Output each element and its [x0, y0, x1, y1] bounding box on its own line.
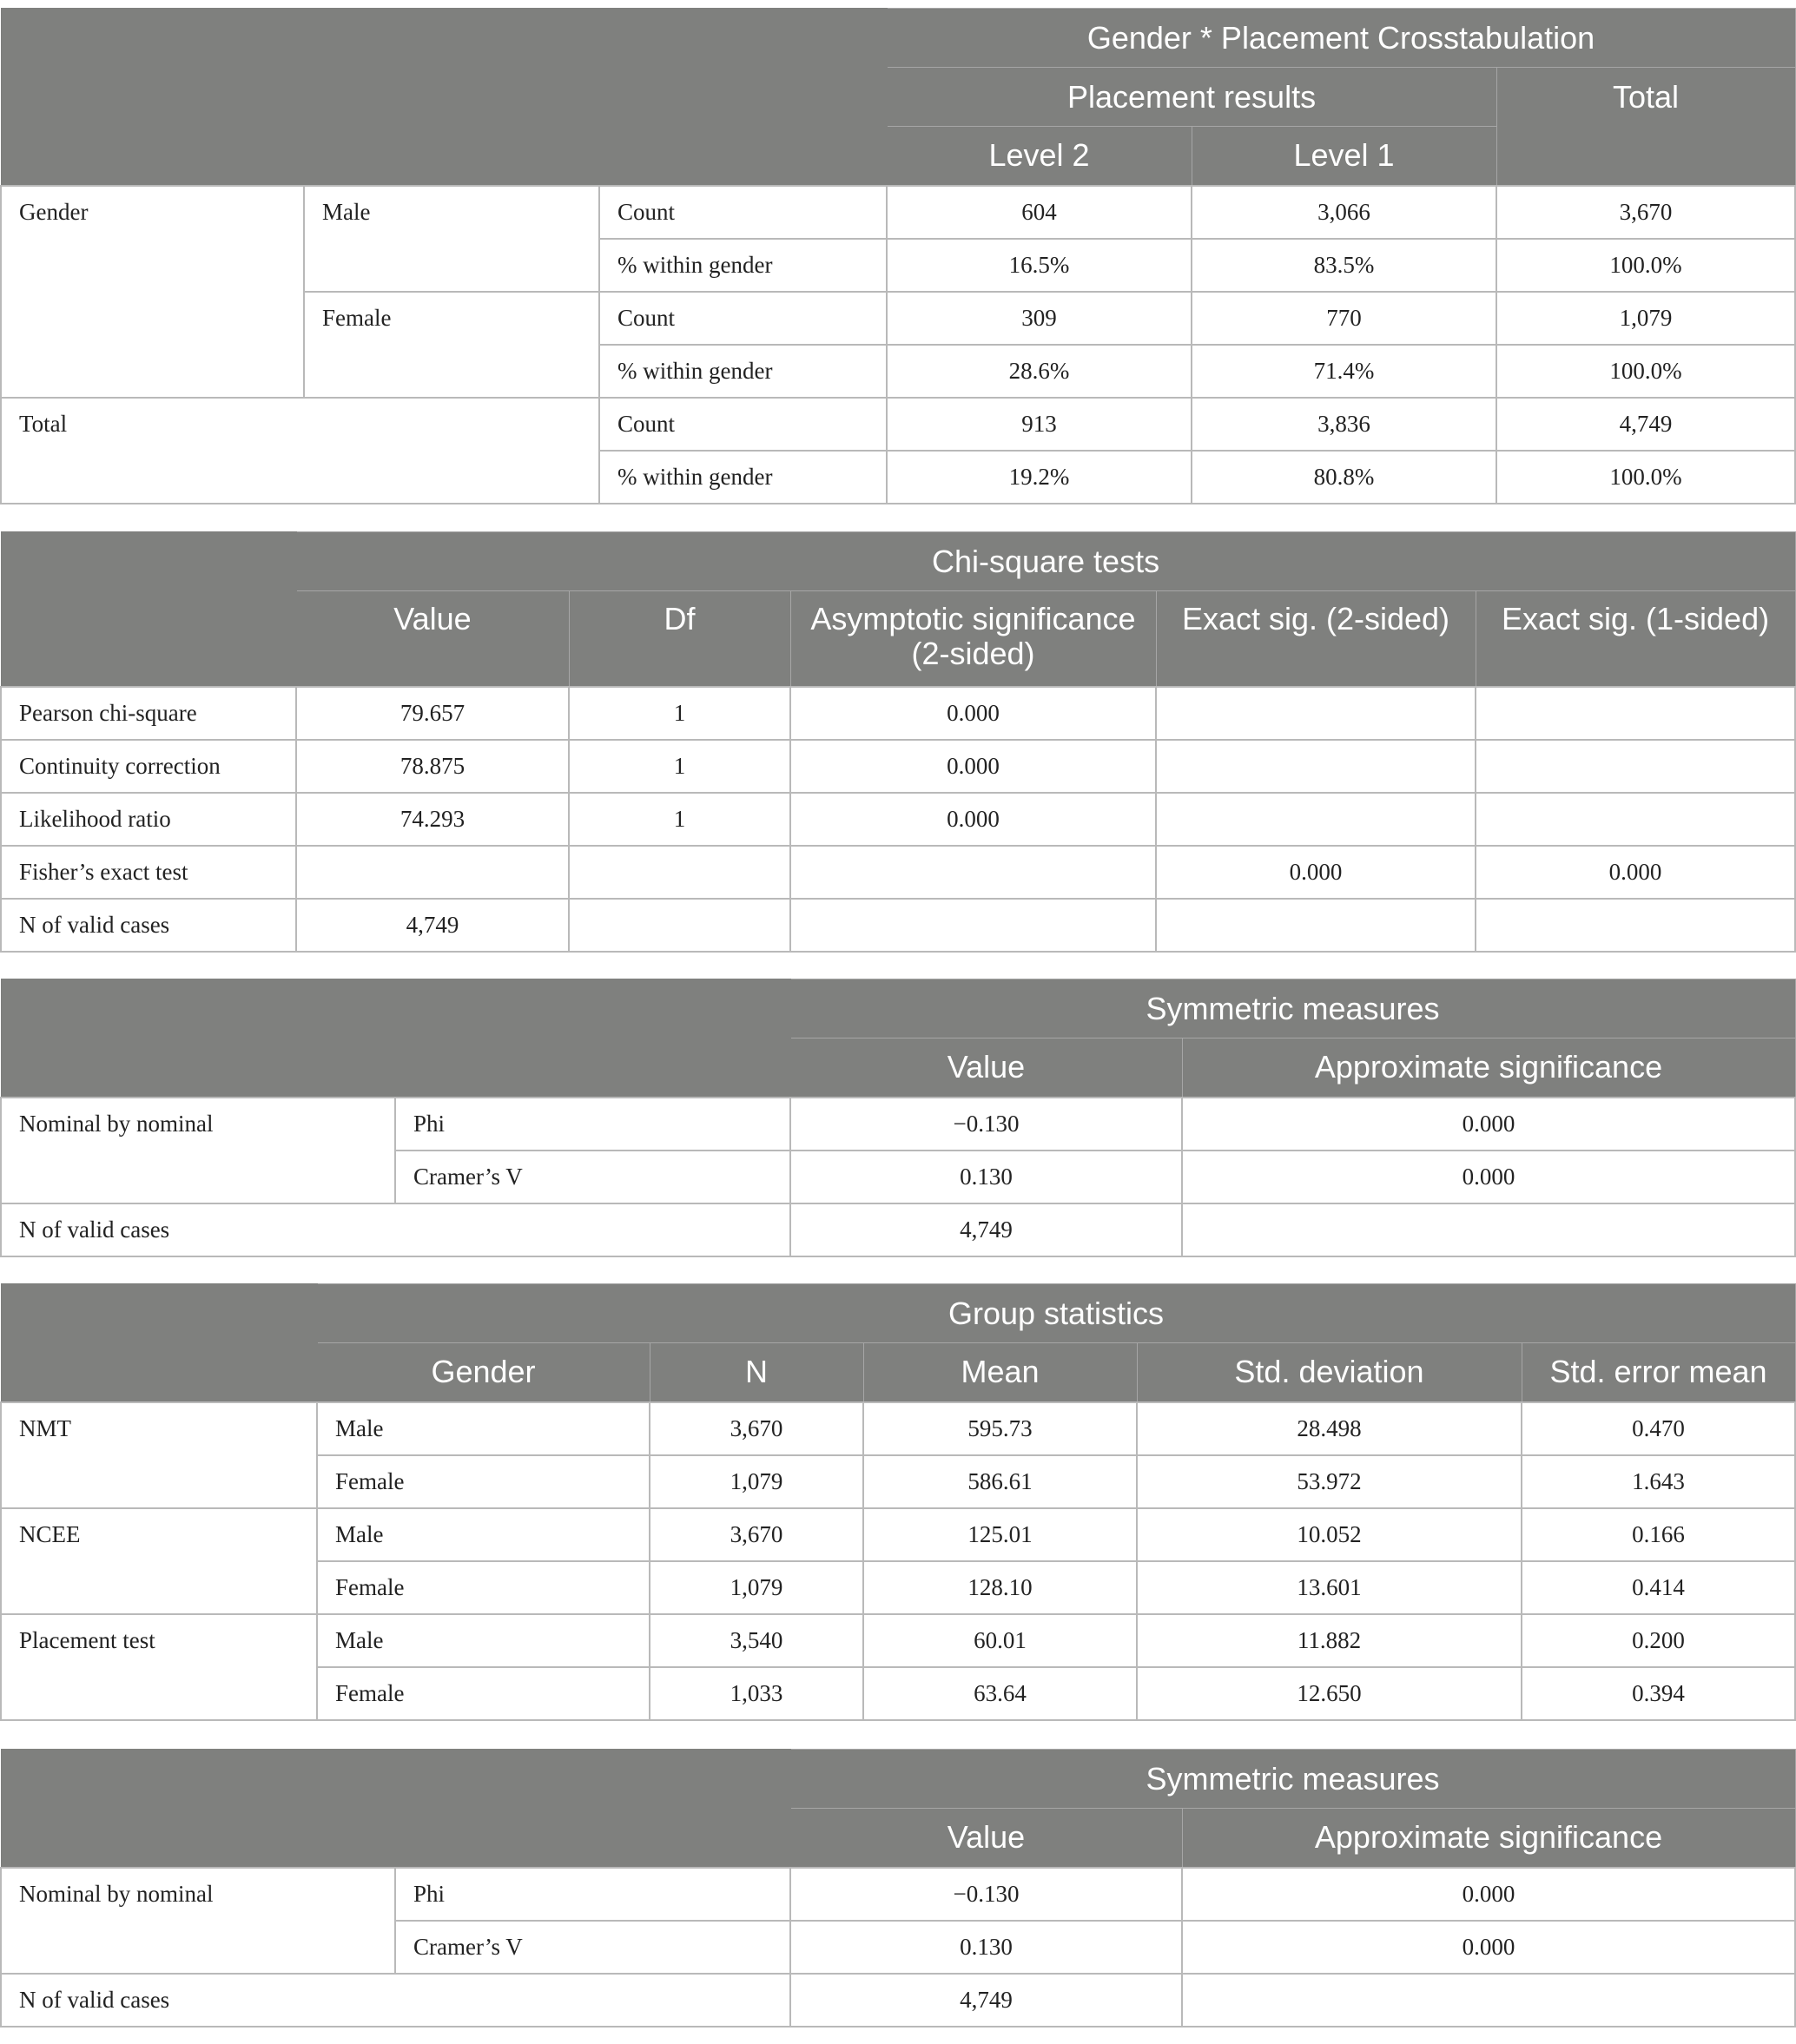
chisq-col-exact1: Exact sig. (1-sided)	[1476, 591, 1795, 687]
level2-cell: 19.2%	[887, 451, 1192, 504]
sd-cell: 53.972	[1137, 1455, 1522, 1508]
mean-cell: 125.01	[863, 1508, 1137, 1561]
level2-cell: 604	[887, 186, 1192, 239]
variable-label: Placement test	[1, 1614, 317, 1720]
exact1-cell	[1476, 740, 1795, 793]
table-row	[1, 793, 1795, 846]
variable-label: NMT	[1, 1402, 317, 1508]
n-cell: 3,540	[650, 1614, 863, 1667]
group-col-n: N	[650, 1343, 863, 1402]
stat-label: Count	[599, 398, 887, 451]
se-cell: 0.166	[1522, 1508, 1795, 1561]
gender-cell: Male	[317, 1508, 650, 1561]
df-cell: 1	[569, 687, 790, 740]
stat-label: Count	[599, 186, 887, 239]
variable-label: NCEE	[1, 1508, 317, 1614]
table-row	[1, 1508, 1795, 1561]
asymp-cell: 0.000	[790, 793, 1156, 846]
total-cell: 100.0%	[1496, 345, 1795, 398]
value-cell: 74.293	[296, 793, 569, 846]
n-valid-value: 4,749	[790, 1974, 1182, 2027]
group-statistics-table	[0, 1283, 1796, 1721]
crosstab-title: Gender * Placement Crosstabulation	[887, 9, 1795, 68]
chisq-col-value: Value	[296, 591, 569, 687]
symmetric-measures-table	[0, 979, 1796, 1257]
asymp-cell	[790, 846, 1156, 899]
level1-cell: 770	[1192, 292, 1496, 345]
chisq-header-blank	[1, 532, 296, 687]
phi-label: Phi	[395, 1098, 790, 1151]
table-row	[1, 899, 1795, 952]
exact2-cell	[1156, 740, 1476, 793]
level1-header: Level 1	[1192, 127, 1496, 186]
sd-cell: 10.052	[1137, 1508, 1522, 1561]
value-cell: 79.657	[296, 687, 569, 740]
table-row	[1, 687, 1795, 740]
df-cell: 1	[569, 793, 790, 846]
level2-cell: 913	[887, 398, 1192, 451]
level1-cell: 71.4%	[1192, 345, 1496, 398]
table-row	[1, 186, 1795, 239]
se-cell: 0.394	[1522, 1667, 1795, 1720]
phi-label: Phi	[395, 1868, 790, 1921]
mean-cell: 586.61	[863, 1455, 1137, 1508]
sym-header-blank	[1, 979, 790, 1098]
level2-cell: 16.5%	[887, 239, 1192, 292]
se-cell: 0.200	[1522, 1614, 1795, 1667]
gender-cell: Female	[317, 1455, 650, 1508]
table-row	[1, 1974, 1795, 2027]
chisq-col-asymp: Asymptotic significance (2-sided)	[790, 591, 1156, 687]
row-label: Pearson chi-square	[1, 687, 296, 740]
cramer-sig: 0.000	[1182, 1151, 1795, 1203]
table-row	[1, 1098, 1795, 1151]
value-cell	[296, 846, 569, 899]
level1-cell: 3,066	[1192, 186, 1496, 239]
n-valid-label: N of valid cases	[1, 1203, 790, 1256]
stat-label: Count	[599, 292, 887, 345]
gender-cell: Female	[317, 1667, 650, 1720]
cramer-sig: 0.000	[1182, 1921, 1795, 1974]
chisq-col-df: Df	[569, 591, 790, 687]
df-cell	[569, 846, 790, 899]
cramer-label: Cramer’s V	[395, 1151, 790, 1203]
exact1-cell	[1476, 793, 1795, 846]
n-cell: 3,670	[650, 1402, 863, 1455]
level1-cell: 80.8%	[1192, 451, 1496, 504]
chi-square-table	[0, 531, 1796, 953]
table-row	[1, 1614, 1795, 1667]
exact1-cell	[1476, 687, 1795, 740]
stat-label: % within gender	[599, 239, 887, 292]
n-cell: 3,670	[650, 1508, 863, 1561]
group-stats-title: Group statistics	[317, 1284, 1795, 1343]
phi-sig: 0.000	[1182, 1098, 1795, 1151]
sym2-col-sig: Approximate significance	[1182, 1809, 1795, 1868]
row-label: Continuity correction	[1, 740, 296, 793]
se-cell: 0.470	[1522, 1402, 1795, 1455]
n-cell: 1,079	[650, 1455, 863, 1508]
value-cell: 78.875	[296, 740, 569, 793]
exact2-cell: 0.000	[1156, 846, 1476, 899]
chisq-title: Chi-square tests	[296, 532, 1795, 591]
exact2-cell	[1156, 899, 1476, 952]
cramer-label: Cramer’s V	[395, 1921, 790, 1974]
n-valid-value: 4,749	[790, 1203, 1182, 1256]
male-label: Male	[304, 186, 599, 292]
value-cell: 4,749	[296, 899, 569, 952]
table-row	[1, 1203, 1795, 1256]
n-valid-sig	[1182, 1203, 1795, 1256]
row-label: Likelihood ratio	[1, 793, 296, 846]
n-valid-sig	[1182, 1974, 1795, 2027]
group-col-se: Std. error mean	[1522, 1343, 1795, 1402]
group-col-gender: Gender	[317, 1343, 650, 1402]
total-cell: 3,670	[1496, 186, 1795, 239]
n-cell: 1,033	[650, 1667, 863, 1720]
total-cell: 100.0%	[1496, 451, 1795, 504]
asymp-cell	[790, 899, 1156, 952]
table-row	[1, 1868, 1795, 1921]
crosstab-table	[0, 8, 1796, 504]
mean-cell: 595.73	[863, 1402, 1137, 1455]
placement-results-header: Placement results	[887, 68, 1496, 127]
nominal-group-label: Nominal by nominal	[1, 1098, 395, 1203]
exact1-cell	[1476, 899, 1795, 952]
crosstab-header-blank	[1, 9, 887, 186]
sym2-title: Symmetric measures	[790, 1750, 1795, 1809]
asymp-cell: 0.000	[790, 740, 1156, 793]
table-row	[1, 740, 1795, 793]
table-row	[1, 846, 1795, 899]
level1-cell: 3,836	[1192, 398, 1496, 451]
sd-cell: 12.650	[1137, 1667, 1522, 1720]
gender-cell: Male	[317, 1402, 650, 1455]
df-cell	[569, 899, 790, 952]
exact2-cell	[1156, 687, 1476, 740]
total-group-label: Total	[1, 398, 599, 504]
cramer-value: 0.130	[790, 1151, 1182, 1203]
cramer-value: 0.130	[790, 1921, 1182, 1974]
total-header: Total	[1496, 68, 1795, 186]
group-col-mean: Mean	[863, 1343, 1137, 1402]
sym-col-sig: Approximate significance	[1182, 1038, 1795, 1098]
sym2-header-blank	[1, 1750, 790, 1868]
se-cell: 1.643	[1522, 1455, 1795, 1508]
level2-header: Level 2	[887, 127, 1192, 186]
mean-cell: 128.10	[863, 1561, 1137, 1614]
female-label: Female	[304, 292, 599, 398]
gender-cell: Male	[317, 1614, 650, 1667]
mean-cell: 63.64	[863, 1667, 1137, 1720]
symmetric-measures-table-2	[0, 1749, 1796, 2028]
exact2-cell	[1156, 793, 1476, 846]
sd-cell: 13.601	[1137, 1561, 1522, 1614]
asymp-cell: 0.000	[790, 687, 1156, 740]
group-header-blank	[1, 1284, 317, 1402]
chisq-col-exact2: Exact sig. (2-sided)	[1156, 591, 1476, 687]
exact1-cell: 0.000	[1476, 846, 1795, 899]
phi-value: −0.130	[790, 1868, 1182, 1921]
stat-label: % within gender	[599, 451, 887, 504]
sym-col-value: Value	[790, 1038, 1182, 1098]
level2-cell: 28.6%	[887, 345, 1192, 398]
phi-value: −0.130	[790, 1098, 1182, 1151]
total-cell: 100.0%	[1496, 239, 1795, 292]
total-cell: 4,749	[1496, 398, 1795, 451]
n-cell: 1,079	[650, 1561, 863, 1614]
gender-group-label: Gender	[1, 186, 304, 398]
phi-sig: 0.000	[1182, 1868, 1795, 1921]
nominal-group-label: Nominal by nominal	[1, 1868, 395, 1974]
row-label: Fisher’s exact test	[1, 846, 296, 899]
row-label: N of valid cases	[1, 899, 296, 952]
level1-cell: 83.5%	[1192, 239, 1496, 292]
n-valid-label: N of valid cases	[1, 1974, 790, 2027]
table-row	[1, 1402, 1795, 1455]
df-cell: 1	[569, 740, 790, 793]
sym-title: Symmetric measures	[790, 979, 1795, 1038]
se-cell: 0.414	[1522, 1561, 1795, 1614]
level2-cell: 309	[887, 292, 1192, 345]
table-row	[1, 398, 1795, 451]
sd-cell: 11.882	[1137, 1614, 1522, 1667]
sd-cell: 28.498	[1137, 1402, 1522, 1455]
gender-cell: Female	[317, 1561, 650, 1614]
sym2-col-value: Value	[790, 1809, 1182, 1868]
group-col-sd: Std. deviation	[1137, 1343, 1522, 1402]
total-cell: 1,079	[1496, 292, 1795, 345]
mean-cell: 60.01	[863, 1614, 1137, 1667]
stat-label: % within gender	[599, 345, 887, 398]
